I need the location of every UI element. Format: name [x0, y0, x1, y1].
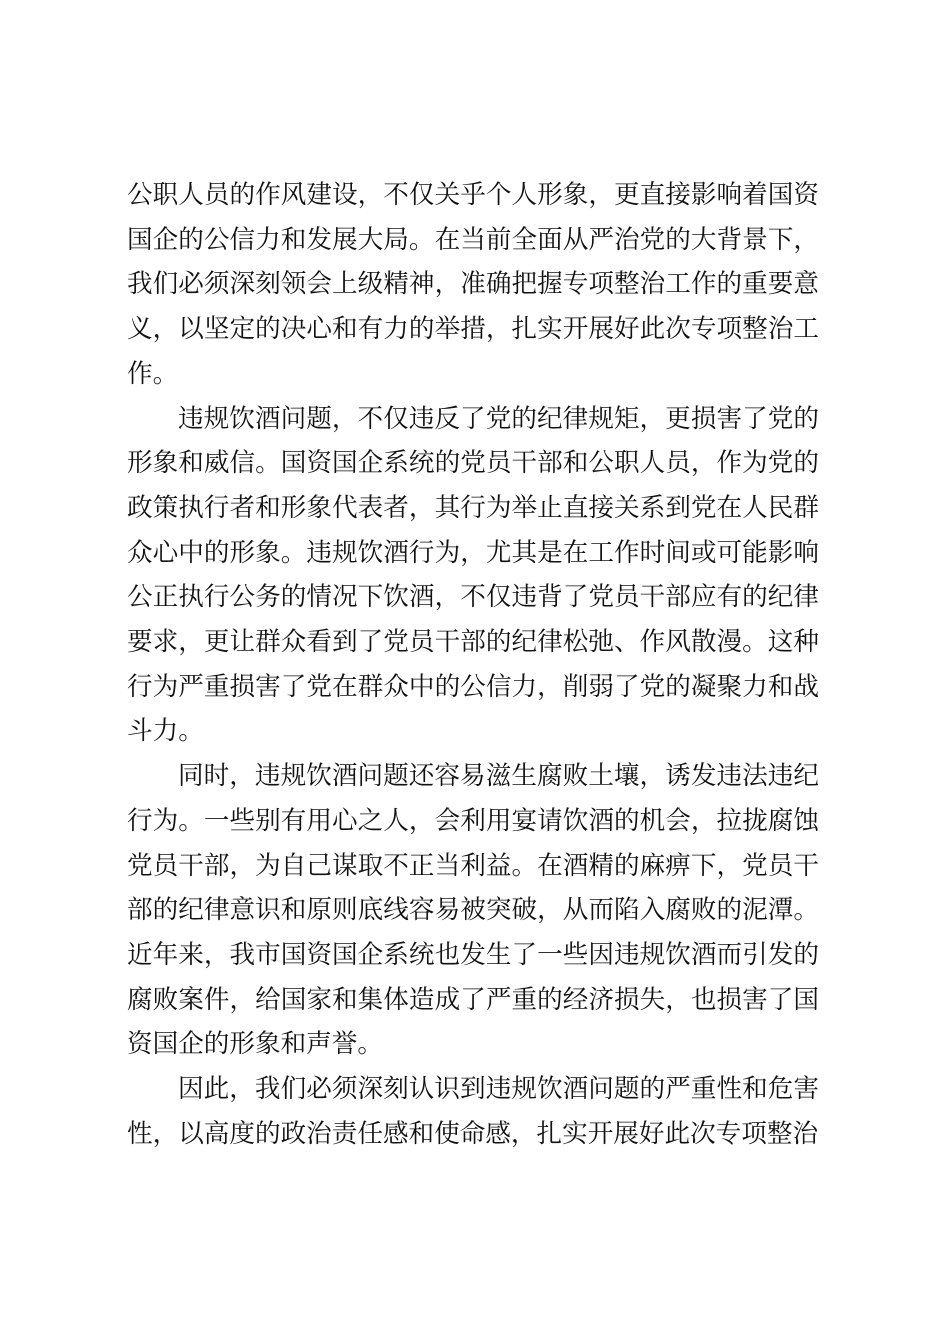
paragraph-2: 违规饮酒问题，不仅违反了党的纪律规矩，更损害了党的形象和威信。国资国企系统的党员干部和公职人员，作为党的政策执行者和形象代表者，其行为举止直接关系到党在人民群众心中的形象。违规饮酒行为，尤其是在工作时间或可能影响公正执行公务的情况下饮酒，不仅违背了党员干部应有的纪律要求，更让群众看到了党员干部的纪律松弛、作风散漫。这种行为严重损害了党在群众中的公信力，削弱了党的凝聚力和战斗力。	[127, 403, 819, 747]
paragraph-1: 公职人员的作风建设，不仅关乎个人形象，更直接影响着国资国企的公信力和发展大局。在当前全面从严治党的大背景下，我们必须深刻领会上级精神，准确把握专项整治工作的重要意义，以坚定的决心和有力的举措，扎实开展好此次专项整治工作。	[127, 180, 819, 389]
paragraph-4: 因此，我们必须深刻认识到违规饮酒问题的严重性和危害性，以高度的政治责任感和使命感，扎实开展好此次专项整治	[127, 1074, 819, 1149]
paragraph-3: 同时，违规饮酒问题还容易滋生腐败土壤，诱发违法违纪行为。一些别有用心之人，会利用宴请饮酒的机会，拉拢腐蚀党员干部，为自己谋取不正当利益。在酒精的麻痹下，党员干部的纪律意识和原则底线容易被突破，从而陷入腐败的泥潭。近年来，我市国资国企系统也发生了一些因违规饮酒而引发的腐败案件，给国家和集体造成了严重的经济损失，也损害了国资国企的形象和声誉。	[127, 761, 819, 1060]
document-body	[127, 173, 819, 1156]
